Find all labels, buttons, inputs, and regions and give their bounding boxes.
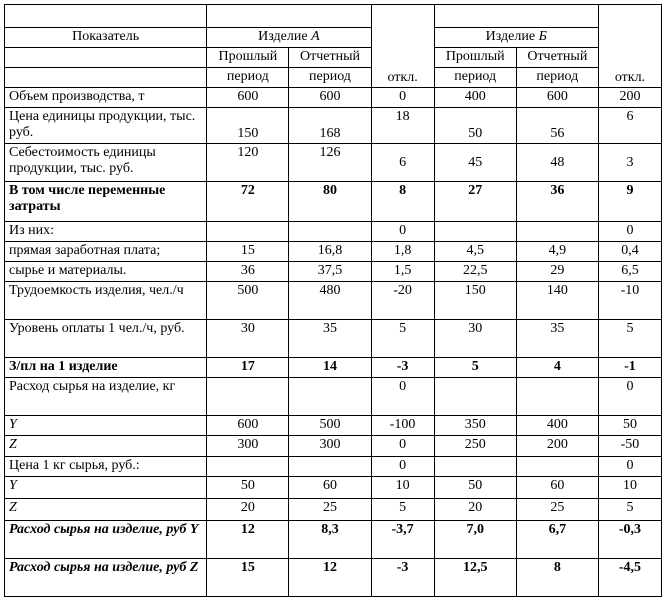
cell-b-curr: 200 <box>516 436 598 457</box>
cell-a-prev: 36 <box>207 262 289 282</box>
cell-b-prev: 4,5 <box>434 242 516 262</box>
cell-b-dev: -4,5 <box>598 559 661 597</box>
table-row <box>5 242 662 262</box>
row-label: Y <box>5 477 207 499</box>
cell-a-prev: 600 <box>207 416 289 436</box>
row-label: сырье и материалы. <box>5 262 207 282</box>
cell-b-dev: 5 <box>598 499 661 521</box>
cell-a-prev <box>207 457 289 477</box>
row-label: Цена 1 кг сырья, руб.: <box>5 457 207 477</box>
cell-a-prev: 72 <box>207 182 289 222</box>
row-label: В том числе переменные затраты <box>5 182 207 222</box>
cell-a-curr: 14 <box>289 358 371 378</box>
cell-b-prev: 22,5 <box>434 262 516 282</box>
cell-b-prev: 30 <box>434 320 516 358</box>
header-a-curr-period: период <box>289 68 371 88</box>
cell-b-dev: 5 <box>598 320 661 358</box>
cell-b-curr <box>516 457 598 477</box>
cell-a-prev: 20 <box>207 499 289 521</box>
cell-b-curr <box>516 222 598 242</box>
cell-a-dev: 0 <box>371 378 434 416</box>
header-a-curr: Отчетный <box>289 48 371 68</box>
table-row <box>5 282 662 320</box>
cell-a-prev: 50 <box>207 477 289 499</box>
cell-b-curr: 4 <box>516 358 598 378</box>
analysis-table <box>4 4 662 597</box>
cell-b-curr: 600 <box>516 88 598 108</box>
cell-a-curr: 126 <box>289 144 371 182</box>
cell-a-prev: 15 <box>207 242 289 262</box>
cell-b-curr: 400 <box>516 416 598 436</box>
cell-b-prev: 20 <box>434 499 516 521</box>
cell-b-dev: 9 <box>598 182 661 222</box>
cell-a-dev: 18 <box>371 108 434 144</box>
header-row-3 <box>5 48 662 68</box>
table-row <box>5 499 662 521</box>
cell-a-curr: 480 <box>289 282 371 320</box>
cell-b-dev: -50 <box>598 436 661 457</box>
cell-a-curr: 300 <box>289 436 371 457</box>
cell-a-curr <box>289 457 371 477</box>
cell-b-curr: 48 <box>516 144 598 182</box>
table-row <box>5 222 662 242</box>
header-row-1 <box>5 5 662 28</box>
cell-b-dev: -1 <box>598 358 661 378</box>
cell-b-curr: 35 <box>516 320 598 358</box>
cell-a-prev: 500 <box>207 282 289 320</box>
row-label: Объем производства, т <box>5 88 207 108</box>
cell-a-curr: 37,5 <box>289 262 371 282</box>
table-row <box>5 144 662 182</box>
cell-b-dev: -0,3 <box>598 521 661 559</box>
cell-a-dev: -3 <box>371 358 434 378</box>
cell-b-dev: -10 <box>598 282 661 320</box>
cell-a-dev: 8 <box>371 182 434 222</box>
header-b-prev-period: период <box>434 68 516 88</box>
cell-b-dev: 50 <box>598 416 661 436</box>
cell-b-dev: 6,5 <box>598 262 661 282</box>
header-b-prev: Прошлый <box>434 48 516 68</box>
cell-b-prev: 50 <box>434 108 516 144</box>
table-row <box>5 88 662 108</box>
cell-b-prev: 7,0 <box>434 521 516 559</box>
table-row <box>5 320 662 358</box>
cell-a-prev: 600 <box>207 88 289 108</box>
cell-a-curr <box>289 222 371 242</box>
cell-a-prev: 17 <box>207 358 289 378</box>
table-row <box>5 416 662 436</box>
header-a-prev: Прошлый <box>207 48 289 68</box>
table-row <box>5 559 662 597</box>
cell-a-curr <box>289 378 371 416</box>
cell-b-prev <box>434 222 516 242</box>
header-b-curr-period: период <box>516 68 598 88</box>
cell-a-curr: 12 <box>289 559 371 597</box>
cell-b-curr: 6,7 <box>516 521 598 559</box>
row-label: прямая заработная плата; <box>5 242 207 262</box>
cell-b-curr: 140 <box>516 282 598 320</box>
row-label: Себестоимость единицы продукции, тыс. руб. <box>5 144 207 182</box>
cell-a-prev: 12 <box>207 521 289 559</box>
cell-a-dev: 0 <box>371 222 434 242</box>
cell-a-curr: 16,8 <box>289 242 371 262</box>
cell-a-dev: 10 <box>371 477 434 499</box>
cell-a-dev: 0 <box>371 457 434 477</box>
cell-b-prev <box>434 457 516 477</box>
cell-b-prev <box>434 378 516 416</box>
cell-a-dev: 5 <box>371 499 434 521</box>
cell-b-prev: 5 <box>434 358 516 378</box>
table-row <box>5 182 662 222</box>
cell-a-prev <box>207 222 289 242</box>
cell-a-curr: 600 <box>289 88 371 108</box>
header-product-a: Изделие А <box>207 28 371 48</box>
row-label: Из них: <box>5 222 207 242</box>
cell-a-prev: 150 <box>207 108 289 144</box>
cell-a-dev: 1,8 <box>371 242 434 262</box>
header-dev-a: откл. <box>371 5 434 88</box>
cell-b-prev: 250 <box>434 436 516 457</box>
cell-b-prev: 400 <box>434 88 516 108</box>
row-label: Цена единицы продукции, тыс. руб. <box>5 108 207 144</box>
cell-b-prev: 12,5 <box>434 559 516 597</box>
cell-b-curr: 36 <box>516 182 598 222</box>
cell-a-curr: 35 <box>289 320 371 358</box>
header-row-2 <box>5 28 662 48</box>
cell-b-dev: 200 <box>598 88 661 108</box>
cell-b-curr: 4,9 <box>516 242 598 262</box>
cell-b-curr: 8 <box>516 559 598 597</box>
cell-a-prev: 15 <box>207 559 289 597</box>
table-row <box>5 436 662 457</box>
cell-a-dev: 5 <box>371 320 434 358</box>
cell-b-dev: 3 <box>598 144 661 182</box>
cell-b-prev: 150 <box>434 282 516 320</box>
cell-a-dev: 6 <box>371 144 434 182</box>
cell-a-dev: -20 <box>371 282 434 320</box>
header-b-curr: Отчетный <box>516 48 598 68</box>
row-label: Расход сырья на изделие, руб Y <box>5 521 207 559</box>
row-label: Y <box>5 416 207 436</box>
cell-b-prev: 50 <box>434 477 516 499</box>
table-row <box>5 378 662 416</box>
cell-b-prev: 350 <box>434 416 516 436</box>
table-row <box>5 477 662 499</box>
header-product-b: Изделие Б <box>434 28 598 48</box>
row-label: Расход сырья на изделие, руб Z <box>5 559 207 597</box>
cell-b-curr: 29 <box>516 262 598 282</box>
header-a-prev-period: период <box>207 68 289 88</box>
cell-b-prev: 27 <box>434 182 516 222</box>
cell-a-dev: 0 <box>371 88 434 108</box>
table-row <box>5 457 662 477</box>
cell-a-prev: 300 <box>207 436 289 457</box>
cell-b-dev: 0 <box>598 457 661 477</box>
cell-b-curr: 60 <box>516 477 598 499</box>
cell-b-curr <box>516 378 598 416</box>
cell-b-dev: 10 <box>598 477 661 499</box>
cell-a-prev: 30 <box>207 320 289 358</box>
header-dev-b: откл. <box>598 5 661 88</box>
cell-a-dev: -3,7 <box>371 521 434 559</box>
cell-a-prev <box>207 378 289 416</box>
cell-a-dev: -100 <box>371 416 434 436</box>
table-row <box>5 262 662 282</box>
table-row <box>5 521 662 559</box>
table-row <box>5 108 662 144</box>
row-label: Уровень оплаты 1 чел./ч, руб. <box>5 320 207 358</box>
cell-b-prev: 45 <box>434 144 516 182</box>
row-label: Расход сырья на изделие, кг <box>5 378 207 416</box>
cell-b-curr: 25 <box>516 499 598 521</box>
cell-a-dev: 0 <box>371 436 434 457</box>
cell-a-dev: -3 <box>371 559 434 597</box>
header-indicator: Показатель <box>5 28 207 48</box>
row-label: Трудоемкость изделия, чел./ч <box>5 282 207 320</box>
cell-b-dev: 0,4 <box>598 242 661 262</box>
cell-a-curr: 25 <box>289 499 371 521</box>
cell-a-curr: 80 <box>289 182 371 222</box>
row-label: З/пл на 1 изделие <box>5 358 207 378</box>
cell-a-curr: 500 <box>289 416 371 436</box>
cell-b-dev: 0 <box>598 378 661 416</box>
header-row-4 <box>5 68 662 88</box>
row-label: Z <box>5 499 207 521</box>
table-row <box>5 358 662 378</box>
cell-b-dev: 0 <box>598 222 661 242</box>
row-label: Z <box>5 436 207 457</box>
cell-b-dev: 6 <box>598 108 661 144</box>
cell-a-curr: 60 <box>289 477 371 499</box>
cell-a-prev: 120 <box>207 144 289 182</box>
cell-a-curr: 8,3 <box>289 521 371 559</box>
cell-a-curr: 168 <box>289 108 371 144</box>
cell-a-dev: 1,5 <box>371 262 434 282</box>
cell-b-curr: 56 <box>516 108 598 144</box>
